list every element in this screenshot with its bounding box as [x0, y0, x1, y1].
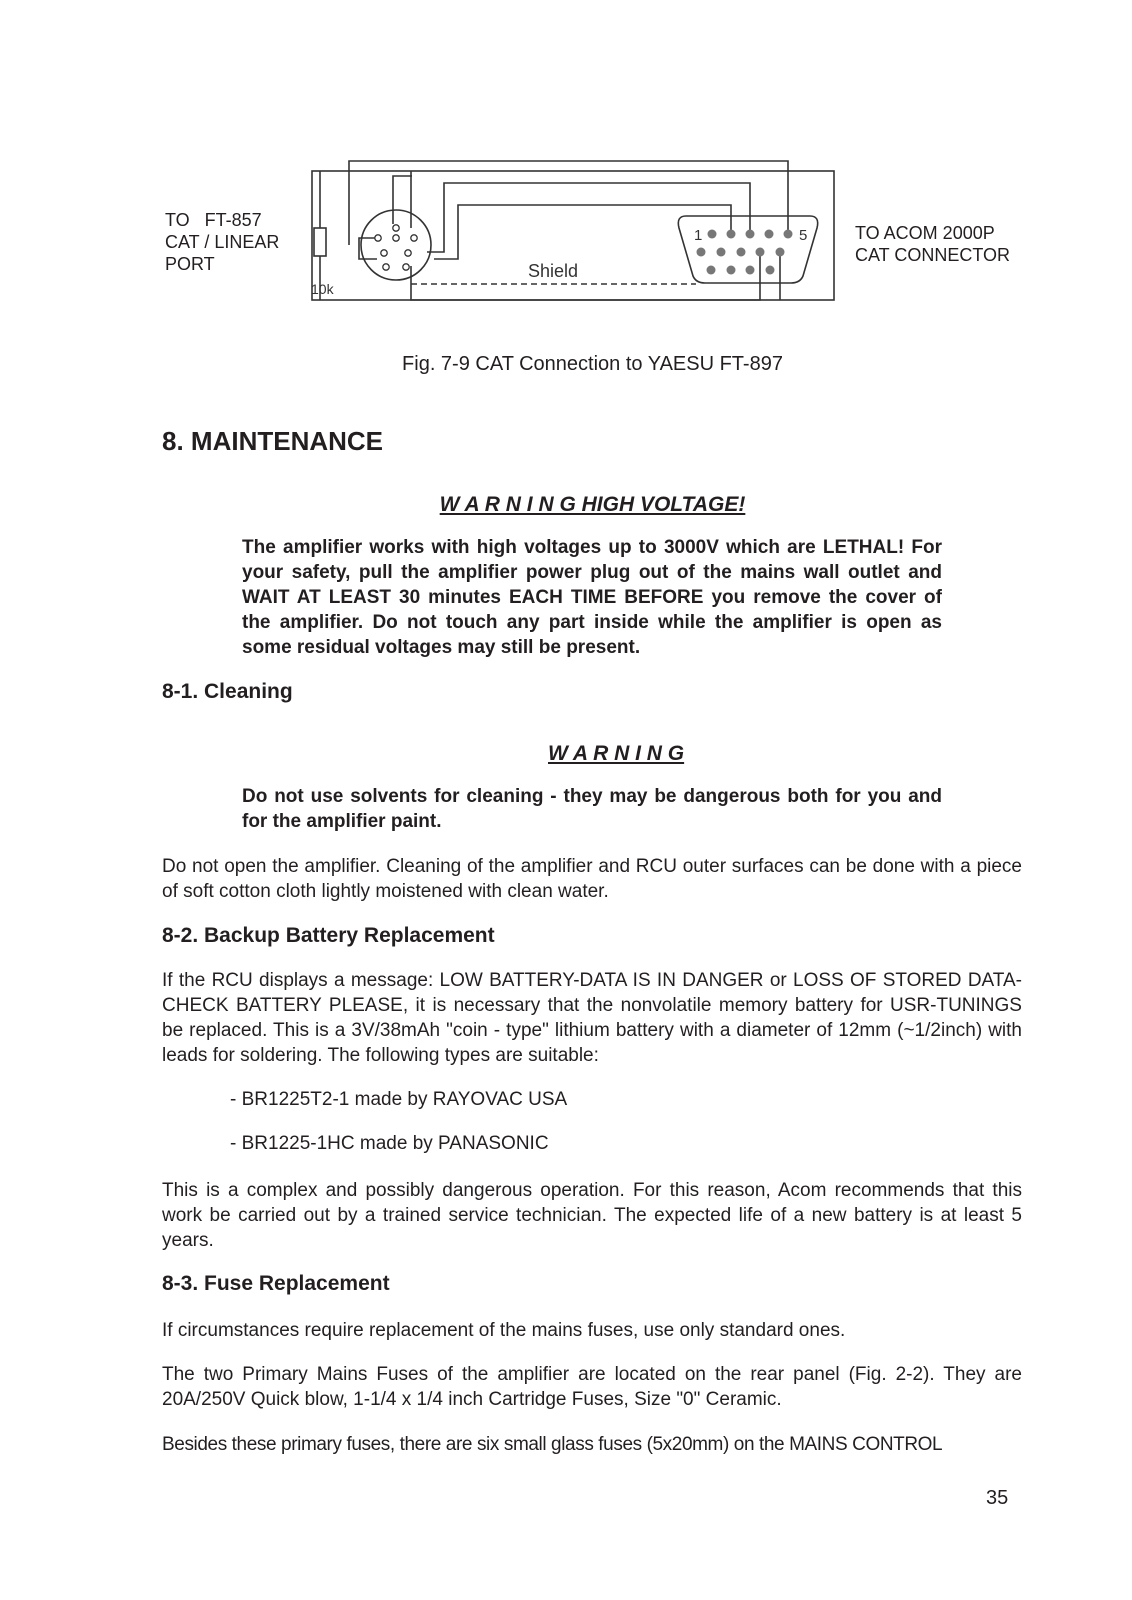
battery-paragraph-1: If the RCU displays a message: LOW BATTERY-DATA IS IN DANGER or LOSS OF STORED DATA-CHECK BATTERY PLEASE, it is necessary that the nonvolatile memory battery for USR-TUNINGS be replaced. This is a 3V/38mAh "coin - type" lithium battery with a diameter of 12mm (~1/2inch) with leads for soldering. The following types are suitable: — [162, 970, 1022, 1066]
right-label-line2: CAT CONNECTOR — [855, 245, 1011, 265]
battery-title: 8-2. Backup Battery Replacement — [162, 924, 495, 947]
high-voltage-warning-text: The amplifier works with high voltages up to 3000V which are LETHAL! For your safety, pull the amplifier power plug out of the mains wall outlet and WAIT AT LEAST 30 minutes EACH TIME BEFORE you remove the cover of the amplifier. Do not touch any part inside while the amplifier is open as some residual voltages may still be present. — [242, 537, 942, 658]
cleaning-title: 8-1. Cleaning — [162, 680, 293, 703]
cleaning-warning-text: Do not use solvents for cleaning - they may be dangerous both for you and for the amplifier paint. — [242, 786, 942, 832]
figure-caption: Fig. 7-9 CAT Connection to YAESU FT-897 — [402, 353, 783, 375]
left-label-line2: CAT / LINEAR — [165, 232, 280, 252]
wire-1 — [349, 161, 788, 245]
resistor-label: 10k — [311, 281, 334, 297]
left-label-line1: TO FT-857 — [165, 210, 262, 230]
cleaning-warning-title: W A R N I N G — [548, 742, 685, 765]
page-number: 35 — [986, 1487, 1009, 1509]
fuse-paragraph-3: Besides these primary fuses, there are six small glass fuses (5x20mm) on the MAINS CONTROL — [162, 1434, 943, 1455]
fuse-title: 8-3. Fuse Replacement — [162, 1272, 390, 1295]
fuse-paragraph-2: The two Primary Mains Fuses of the amplifier are located on the rear panel (Fig. 2-2). They are 20A/250V Quick blow, 1-1/4 x 1/4 inch Cartridge Fuses, Size "0" Ceramic. — [162, 1364, 1022, 1410]
pin5-label: 5 — [799, 227, 808, 244]
shield-label: Shield — [528, 261, 579, 281]
pin1-label: 1 — [694, 227, 703, 244]
resistor-10k — [314, 228, 326, 256]
battery-paragraph-2: This is a complex and possibly dangerous operation. For this reason, Acom recommends that this work be carried out by a trained service technician. The expected life of a new battery is at least 5 years. — [162, 1180, 1022, 1251]
battery-type-2: - BR1225-1HC made by PANASONIC — [230, 1133, 549, 1154]
fuse-paragraph-1: If circumstances require replacement of the mains fuses, use only standard ones. — [162, 1320, 846, 1341]
battery-type-1: - BR1225T2-1 made by RAYOVAC USA — [230, 1089, 568, 1110]
wire-4 — [411, 251, 760, 300]
right-label-line1: TO ACOM 2000P — [855, 223, 995, 243]
section-title: 8. MAINTENANCE — [162, 426, 384, 456]
din-connector — [361, 210, 431, 280]
high-voltage-warning-title: W A R N I N G HIGH VOLTAGE! — [439, 493, 746, 516]
cleaning-paragraph: Do not open the amplifier. Cleaning of the amplifier and RCU outer surfaces can be done with a piece of soft cotton cloth lightly moistened with clean water. — [162, 856, 1022, 902]
left-label-line3: PORT — [165, 254, 215, 274]
wiring-diagram — [0, 0, 1132, 320]
